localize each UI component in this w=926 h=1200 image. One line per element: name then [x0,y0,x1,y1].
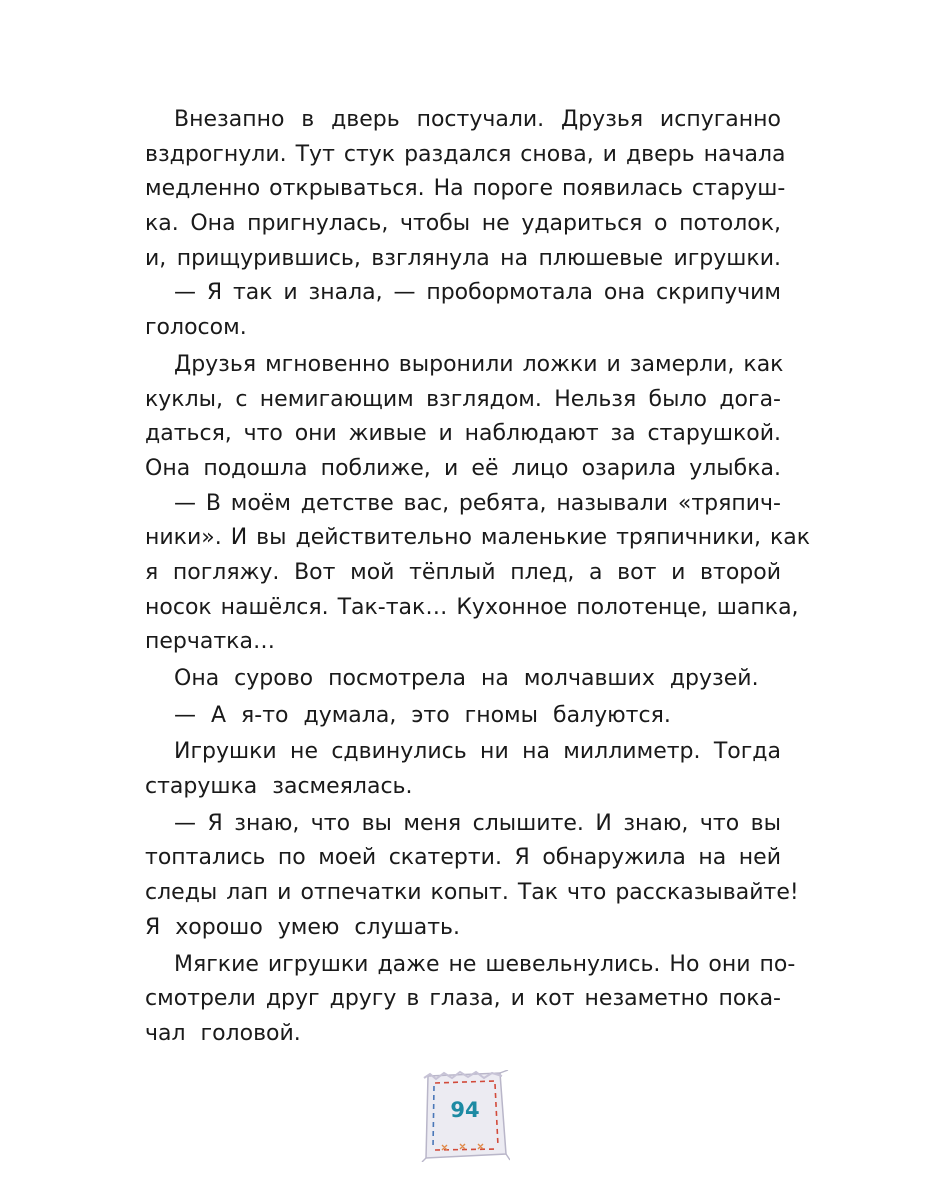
text-line: — А я-то думала, это гномы балуются. [174,702,671,728]
text-line: следы лап и отпечатки копыт. Так что рассказывайте! [145,880,799,906]
text-line: топтались по моей скатерти. Я обнаружила на ней [145,845,781,871]
text-line: куклы, с немигающим взглядом. Нельзя было дога- [145,386,781,412]
text-line: и, прищурившись, взглянула на плюшевые игрушки. [145,245,781,271]
text-line: голосом. [145,315,247,341]
text-line: Я хорошо умею слушать. [145,914,460,940]
text-line: — Я так и знала, — пробормотала она скрипучим [174,280,781,306]
text-line: носок нашёлся. Так-так… Кухонное полотенце, шапка, [145,594,799,620]
text-line: перчатка… [145,629,275,655]
page-number-badge [420,1070,510,1162]
text-line: медленно открываться. На пороге появилась старуш- [145,176,786,202]
text-line: чал головой. [145,1020,301,1046]
text-line: вздрогнули. Тут стук раздался снова, и дверь начала [145,141,786,167]
page-number: 94 [450,1098,480,1122]
text-line: Мягкие игрушки даже не шевельнулись. Но они по- [174,951,796,977]
text-line: я погляжу. Вот мой тёплый плед, а вот и второй [145,559,781,585]
text-line: ники». И вы действительно маленькие тряпичники, как [145,525,811,551]
text-line: старушка засмеялась. [145,774,413,800]
text-line: — В моём детстве вас, ребята, называли «тряпич- [174,490,781,516]
text-line: даться, что они живые и наблюдают за старушкой. [145,421,781,447]
body-text [145,103,811,1052]
text-line: Друзья мгновенно выронили ложки и замерли, как [174,351,784,377]
text-line: — Я знаю, что вы меня слышите. И знаю, что вы [174,810,781,836]
text-line: Она сурово посмотрела на молчавших друзей. [174,666,759,691]
text-line: смотрели друг другу в глаза, и кот незаметно пока- [145,986,781,1012]
text-line: Она подошла поближе, и её лицо озарила улыбка. [145,455,781,481]
text-line: Игрушки не сдвинулись ни на миллиметр. Тогда [174,739,781,765]
text-line: Внезапно в дверь постучали. Друзья испуганно [174,107,781,132]
text-line: ка. Она пригнулась, чтобы не удариться о потолок, [145,211,781,237]
